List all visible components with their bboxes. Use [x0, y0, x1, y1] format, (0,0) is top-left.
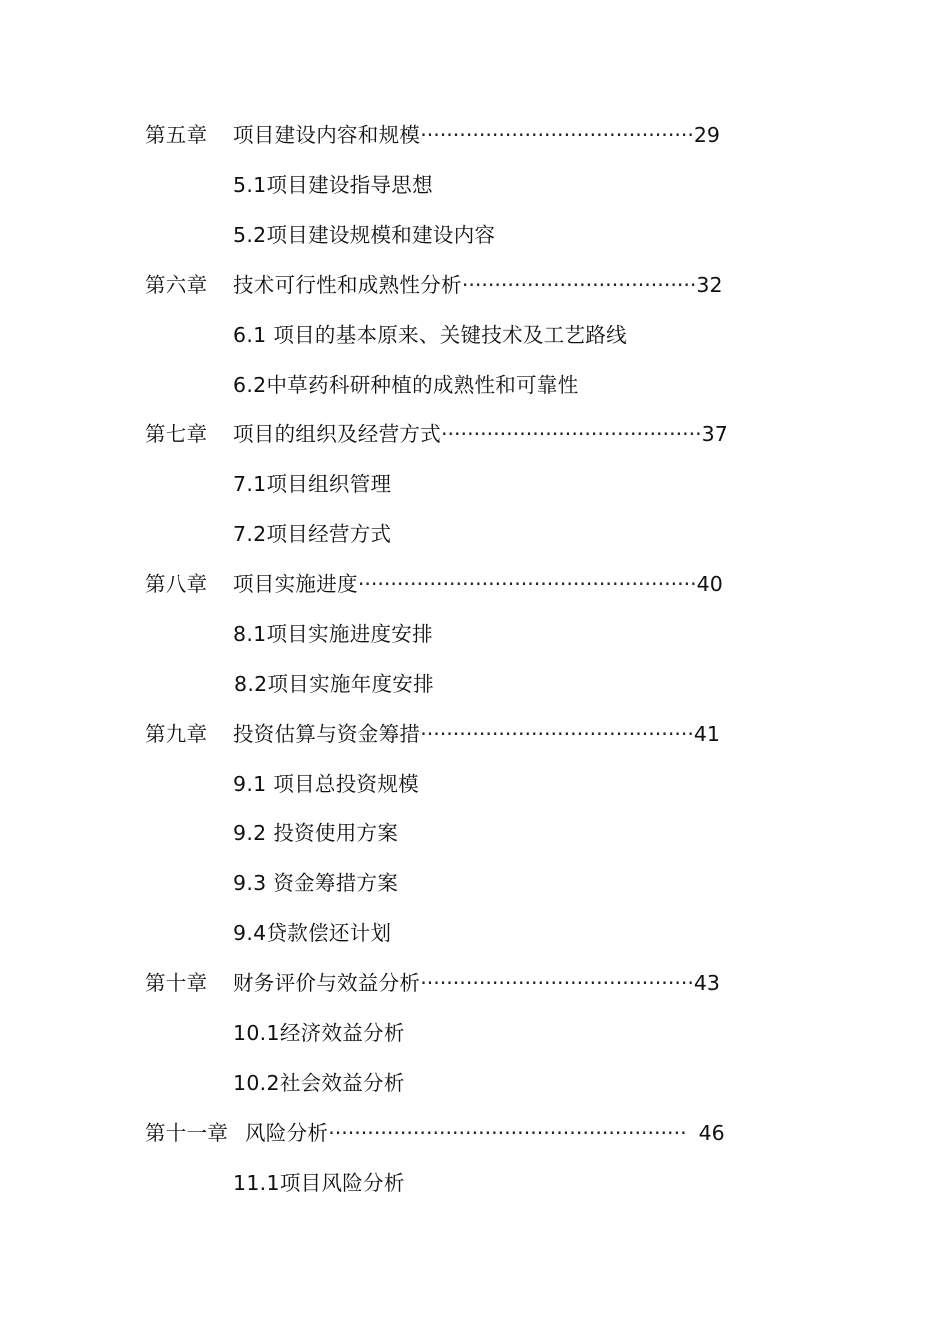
- chapter-title: 项目建设内容和规模: [233, 123, 421, 147]
- toc-section-9-2[interactable]: 9.2 投资使用方案: [233, 821, 399, 845]
- dot-leader: ··········································: [420, 123, 694, 147]
- toc-section-8-2[interactable]: 8.2项目实施年度安排: [234, 672, 434, 696]
- dot-leader: ····················································: [357, 572, 697, 596]
- chapter-title: 风险分析: [245, 1121, 329, 1145]
- chapter-title-line: [233, 421, 728, 447]
- chapter-title-line: [233, 122, 720, 148]
- chapter-title-line: [233, 571, 723, 597]
- chapter-title: 投资估算与资金筹措: [233, 722, 421, 746]
- toc-section-11-1[interactable]: 11.1项目风险分析: [233, 1171, 405, 1195]
- dot-leader: ··········································: [420, 722, 694, 746]
- dot-leader: ·······················································: [328, 1121, 687, 1145]
- chapter-number: 第五章: [145, 123, 208, 147]
- chapter-number: 第八章: [145, 572, 208, 596]
- toc-section-9-3[interactable]: 9.3 资金筹措方案: [233, 871, 399, 895]
- chapter-number: 第十一章: [145, 1121, 229, 1145]
- toc-section-9-1[interactable]: 9.1 项目总投资规模: [233, 772, 419, 796]
- chapter-title: 财务评价与效益分析: [233, 971, 421, 995]
- page-number: 29: [693, 123, 720, 147]
- toc-section-5-2[interactable]: 5.2项目建设规模和建设内容: [233, 223, 496, 247]
- toc-section-7-1[interactable]: 7.1项目组织管理: [233, 472, 392, 496]
- dot-leader: ····································: [461, 273, 697, 297]
- toc-section-10-2[interactable]: 10.2社会效益分析: [233, 1071, 405, 1095]
- chapter-title: 技术可行性和成熟性分析: [233, 273, 462, 297]
- chapter-title: 项目的组织及经营方式: [233, 422, 441, 446]
- chapter-number: 第十章: [145, 971, 208, 995]
- toc-section-6-2[interactable]: 6.2中草药科研种植的成熟性和可靠性: [233, 373, 579, 397]
- chapter-number: 第九章: [145, 722, 208, 746]
- page-number: 40: [696, 572, 723, 596]
- page-number: 43: [693, 971, 720, 995]
- chapter-title-line: [233, 721, 720, 747]
- toc-section-7-2[interactable]: 7.2项目经营方式: [233, 522, 392, 546]
- chapter-number: 第六章: [145, 273, 208, 297]
- toc-section-10-1[interactable]: 10.1经济效益分析: [233, 1021, 405, 1045]
- dot-leader: ··········································: [420, 971, 694, 995]
- page-number: 37: [701, 422, 728, 446]
- chapter-title-line: [233, 272, 723, 298]
- toc-section-5-1[interactable]: 5.1项目建设指导思想: [233, 173, 433, 197]
- chapter-title: 项目实施进度: [233, 572, 358, 596]
- toc-section-9-4[interactable]: 9.4贷款偿还计划: [233, 921, 392, 945]
- chapter-title-line: [233, 970, 720, 996]
- page-number: 41: [693, 722, 720, 746]
- toc-section-6-1[interactable]: 6.1 项目的基本原来、关键技术及工艺路线: [233, 323, 627, 347]
- chapter-number: 第七章: [145, 422, 208, 446]
- toc-section-8-1[interactable]: 8.1项目实施进度安排: [233, 622, 433, 646]
- page-number: 32: [696, 273, 723, 297]
- dot-leader: ········································: [441, 422, 702, 446]
- chapter-title-line: [245, 1120, 725, 1146]
- page-number: 46: [698, 1121, 725, 1145]
